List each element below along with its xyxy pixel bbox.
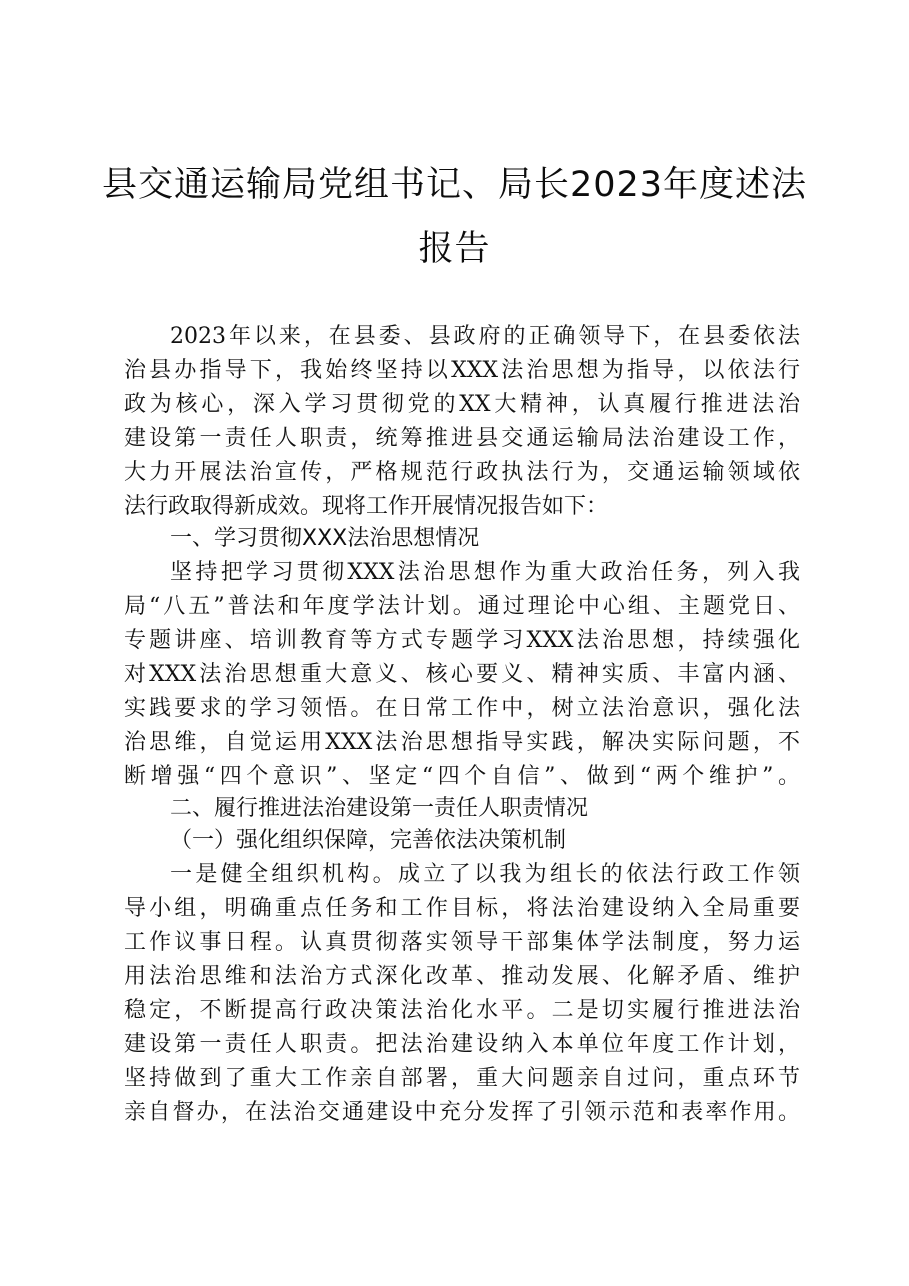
section-1-line: 专题讲座、培训教育等方式专题学习XXX法治思想，持续强化 [124, 628, 800, 653]
section-2-line: 一是健全组织机构。成立了以我为组长的依法行政工作领 [170, 862, 800, 887]
document-title-line-2: 报告 [418, 229, 491, 269]
section-2-line: 坚持做到了重大工作亲自部署，重大问题亲自过问，重点环节 [124, 1066, 800, 1091]
intro-line: 大力开展法治宣传，严格规范行政执法行为，交通运输领域依 [124, 460, 800, 485]
intro-line: 治县办指导下，我始终坚持以XXX法治思想为指导，以依法行 [124, 358, 800, 383]
document-title-line-1: 县交通运输局党组书记、局长2023年度述法 [101, 165, 808, 205]
section-1-line: 局“八五”普法和年度学法计划。通过理论中心组、主题党日、 [124, 594, 800, 619]
intro-line: 政为核心，深入学习贯彻党的XX大精神，认真履行推进法治 [124, 392, 800, 417]
section-1-line: 治思维，自觉运用XXX法治思想指导实践，解决实际问题，不 [124, 730, 800, 755]
section-2-line: 建设第一责任人职责。把法治建设纳入本单位年度工作计划， [124, 1032, 800, 1057]
section-2-line: 稳定，不断提高行政决策法治化水平。二是切实履行推进法治 [124, 998, 800, 1023]
section-2-line: 用法治思维和法治方式深化改革、推动发展、化解矛盾、维护 [124, 964, 800, 989]
section-2-heading: 二、履行推进法治建设第一责任人职责情况 [170, 796, 589, 821]
intro-line: 法行政取得新成效。现将工作开展情况报告如下： [124, 494, 609, 519]
intro-line: 建设第一责任人职责，统筹推进县交通运输局法治建设工作， [124, 426, 800, 451]
section-2-subheading: （一）强化组织保障，完善依法决策机制 [170, 828, 567, 853]
section-1-line: 实践要求的学习领悟。在日常工作中，树立法治意识，强化法 [124, 696, 800, 721]
section-1-line: 断增强“四个意识”、坚定“四个自信”、做到“两个维护”。 [124, 764, 800, 789]
intro-line: 2023年以来，在县委、县政府的正确领导下，在县委依法 [170, 324, 800, 349]
section-2-line: 导小组，明确重点任务和工作目标，将法治建设纳入全局重要 [124, 896, 800, 921]
section-1-line: 对XXX法治思想重大意义、核心要义、精神实质、丰富内涵、 [124, 662, 800, 687]
section-1-heading: 一、学习贯彻XXX法治思想情况 [170, 526, 480, 551]
section-2-line: 工作议事日程。认真贯彻落实领导干部集体学法制度，努力运 [124, 930, 800, 955]
section-1-line: 坚持把学习贯彻XXX法治思想作为重大政治任务，列入我 [170, 560, 800, 585]
section-2-line: 亲自督办，在法治交通建设中充分发挥了引领示范和表率作用。 [124, 1100, 800, 1125]
